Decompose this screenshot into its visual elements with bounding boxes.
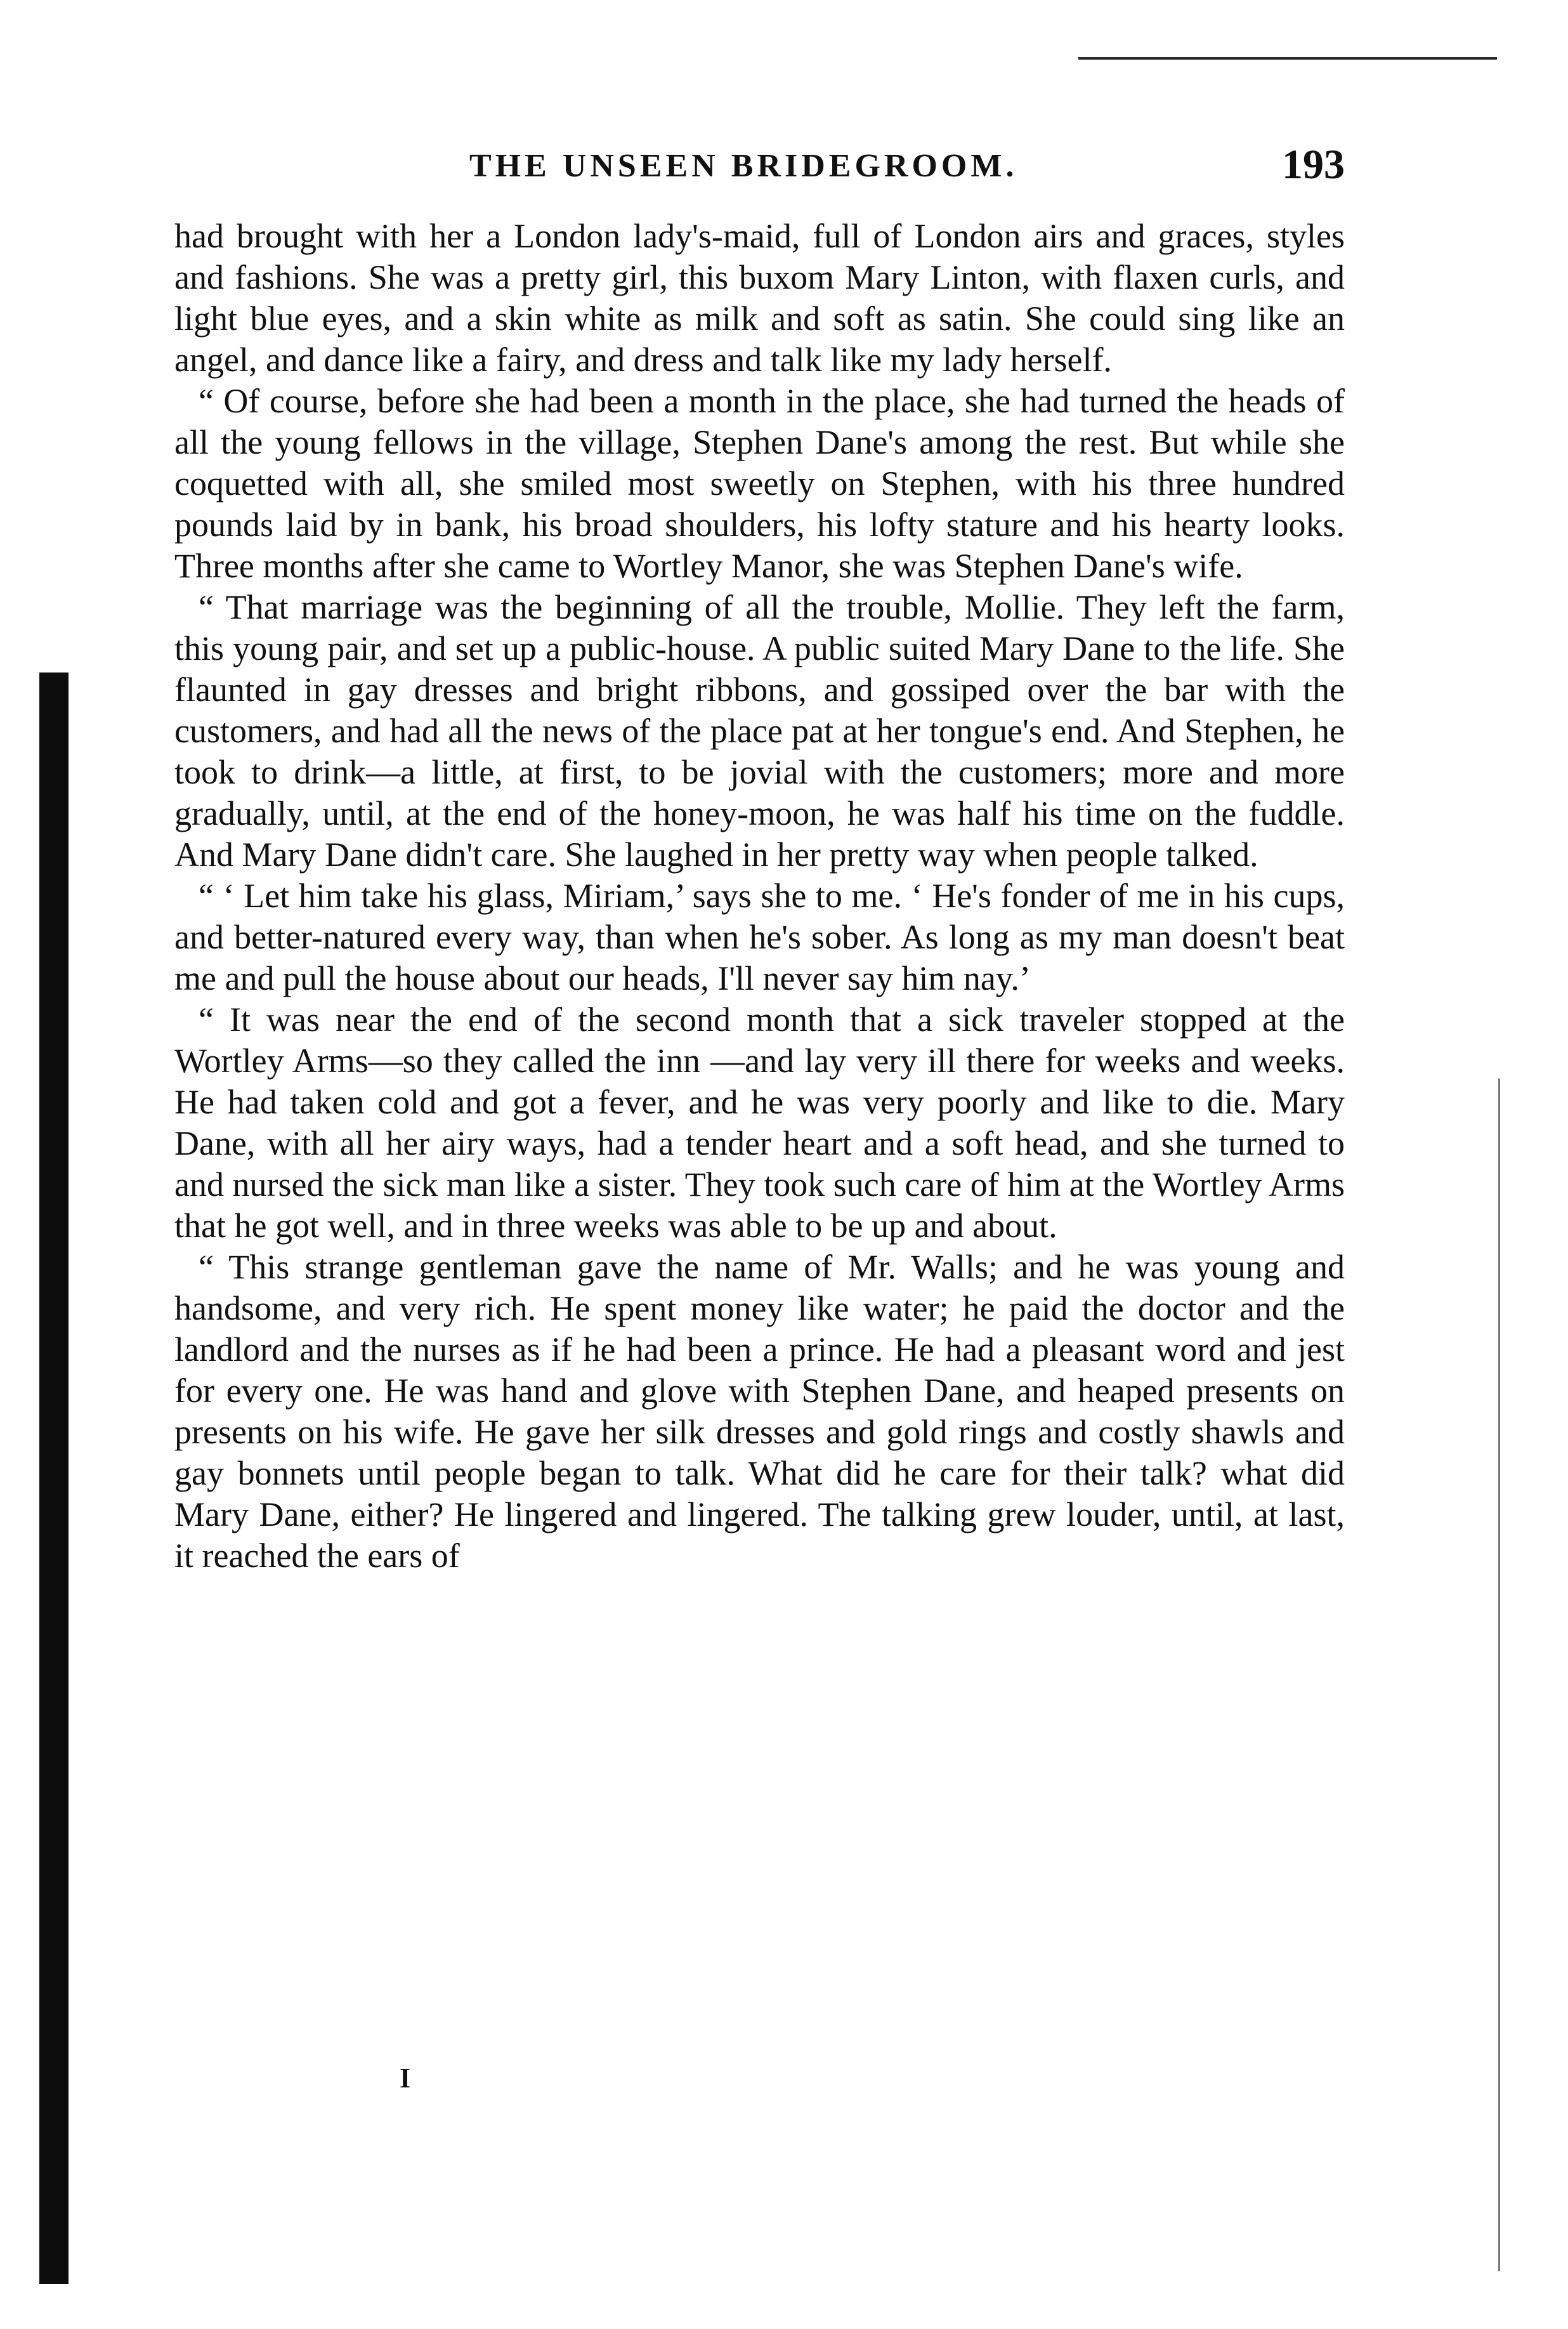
page-number: 193 [1282, 141, 1345, 188]
page-edge-line [1078, 57, 1497, 60]
page-edge-rule [1498, 1079, 1500, 2271]
page-header [171, 141, 1345, 198]
paragraph-4: “ ‘ Let him take his glass, Miriam,’ says she to me. ‘ He's fonder of me in his cups, and better-natured every way, than when he's sober. As long as my man doesn't beat me and pull the house about our heads, I'll never say him nay.’ [174, 877, 1345, 997]
paragraph-5: “ It was near the end of the second month that a sick traveler stopped at the Wortley Arms—so they called the inn —and lay very ill there for weeks and weeks. He had taken cold and got a fever, and he was very poorly and like to die. Mary Dane, with all her airy ways, had a tender heart and a soft head, and she turned to and nursed the sick man like a sister. They took such care of him at the Wortley Arms that he got well, and in three weeks was able to be up and about. [174, 1000, 1345, 1245]
paragraph-3: “ That marriage was the beginning of all the trouble, Mollie. They left the farm, this young pair, and set up a public-house. A public suited Mary Dane to the life. She flaunted in gay dresses and bright ribbons, and gossiped over the bar with the customers, and had all the news of the place pat at her tongue's end. And Stephen, he took to drink—a little, at first, to be jovial with the customers; more and more gradually, until, at the end of the honey-moon, he was half his time on the fuddle. And Mary Dane didn't care. She laughed in her pretty way when people talked. [174, 588, 1345, 874]
running-title: THE UNSEEN BRIDEGROOM. [469, 148, 1018, 184]
paragraph-6: “ This strange gentleman gave the name of Mr. Walls; and he was young and handsome, and very rich. He spent money like water; he paid the doctor and the landlord and the nurses as if he had been a prince. He had a pleasant word and jest for every one. He was hand and glove with Stephen Dane, and heaped presents on presents on his wife. He gave her silk dresses and gold rings and costly shawls and gay bonnets until people began to talk. What did he care for their talk? what did Mary Dane, either? He lingered and lingered. The talking grew louder, until, at last, it reached the ears of [174, 1248, 1345, 1575]
paragraph-2: “ Of course, before she had been a month in the place, she had turned the heads of all the young fellows in the village, Stephen Dane's among the rest. But while she coquetted with all, she smiled most sweetly on Stephen, with his three hundred pounds laid by in bank, his broad shoulders, his lofty stature and his hearty looks. Three months after she came to Wortley Manor, she was Stephen Dane's wife. [174, 382, 1345, 585]
body-text [174, 216, 1345, 1577]
binding-shadow [39, 672, 69, 2284]
signature-mark: I [400, 2063, 411, 2094]
paragraph-1: had brought with her a London lady's-maid, full of London airs and graces, styles and fashions. She was a pretty girl, this buxom Mary Linton, with flaxen curls, and light blue eyes, and a skin white as milk and soft as satin. She could sing like an angel, and dance like a fairy, and dress and talk like my lady herself. [174, 217, 1345, 379]
